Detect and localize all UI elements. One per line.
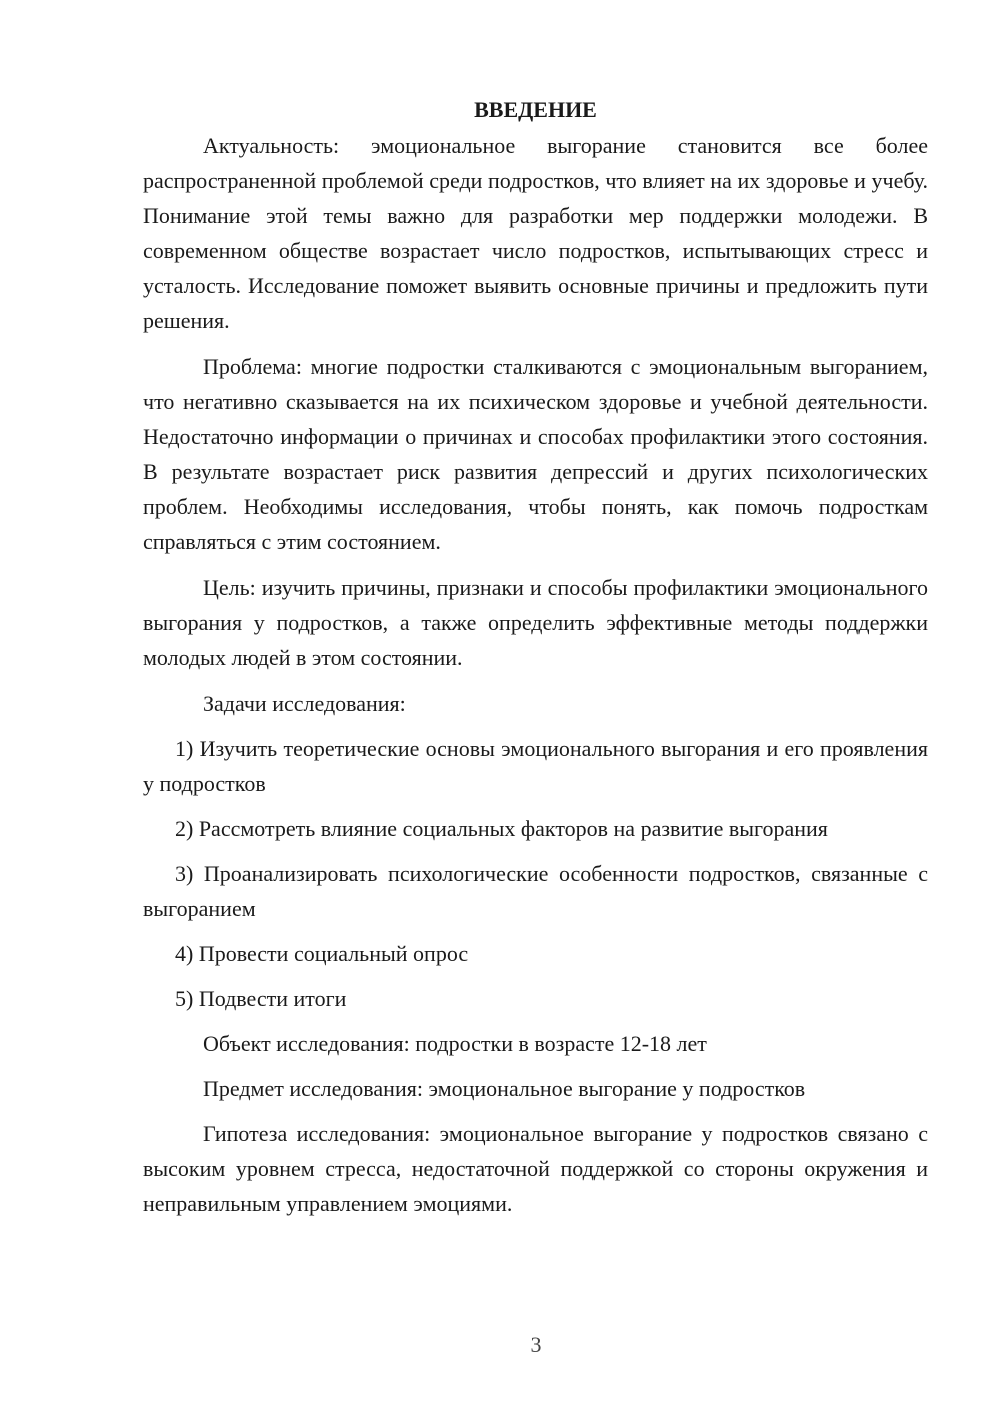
section-title: ВВЕДЕНИЕ — [474, 97, 597, 122]
tasks-heading: Задачи исследования: — [203, 691, 406, 716]
relevance-paragraph: Актуальность: эмоциональное выгорание становится все более распространенной проблемой среди подростков, что влияет на их здоровье и учебу. Понимание этой темы важно для разработки мер поддержки молодежи. В современном обществе возрастает число подростков, испытывающих стресс и усталость. Исследование поможет выявить основные причины и предложить пути решения. — [143, 133, 928, 333]
goal-paragraph: Цель: изучить причины, признаки и способы профилактики эмоционального выгорания у подростков, а также определить эффективные методы поддержки молодых людей в этом состоянии. — [143, 575, 928, 670]
page-number: 3 — [530, 1332, 542, 1357]
task-item-2: 2) Рассмотреть влияние социальных факторов на развитие выгорания — [175, 816, 828, 841]
research-object: Объект исследования: подростки в возрасте 12-18 лет — [203, 1031, 707, 1056]
task-item-3: 3) Проанализировать психологические особенности подростков, связанные с выгоранием — [143, 861, 928, 921]
task-item-5: 5) Подвести итоги — [175, 986, 347, 1011]
hypothesis-paragraph: Гипотеза исследования: эмоциональное выгорание у подростков связано с высоким уровнем стресса, недостаточной поддержкой со стороны окружения и неправильным управлением эмоциями. — [143, 1121, 928, 1216]
problem-paragraph: Проблема: многие подростки сталкиваются с эмоциональным выгоранием, что негативно сказывается на их психическом здоровье и учебной деятельности. Недостаточно информации о причинах и способах профилактики этого состояния. В результате возрастает риск развития депрессий и других психологических проблем. Необходимы исследования, чтобы понять, как помочь подросткам справляться с этим состоянием. — [143, 354, 928, 554]
research-subject: Предмет исследования: эмоциональное выгорание у подростков — [203, 1076, 806, 1101]
task-item-1: 1) Изучить теоретические основы эмоционального выгорания и его проявления у подростков — [143, 736, 928, 796]
document-page — [143, 92, 928, 1232]
task-item-4: 4) Провести социальный опрос — [175, 941, 469, 966]
